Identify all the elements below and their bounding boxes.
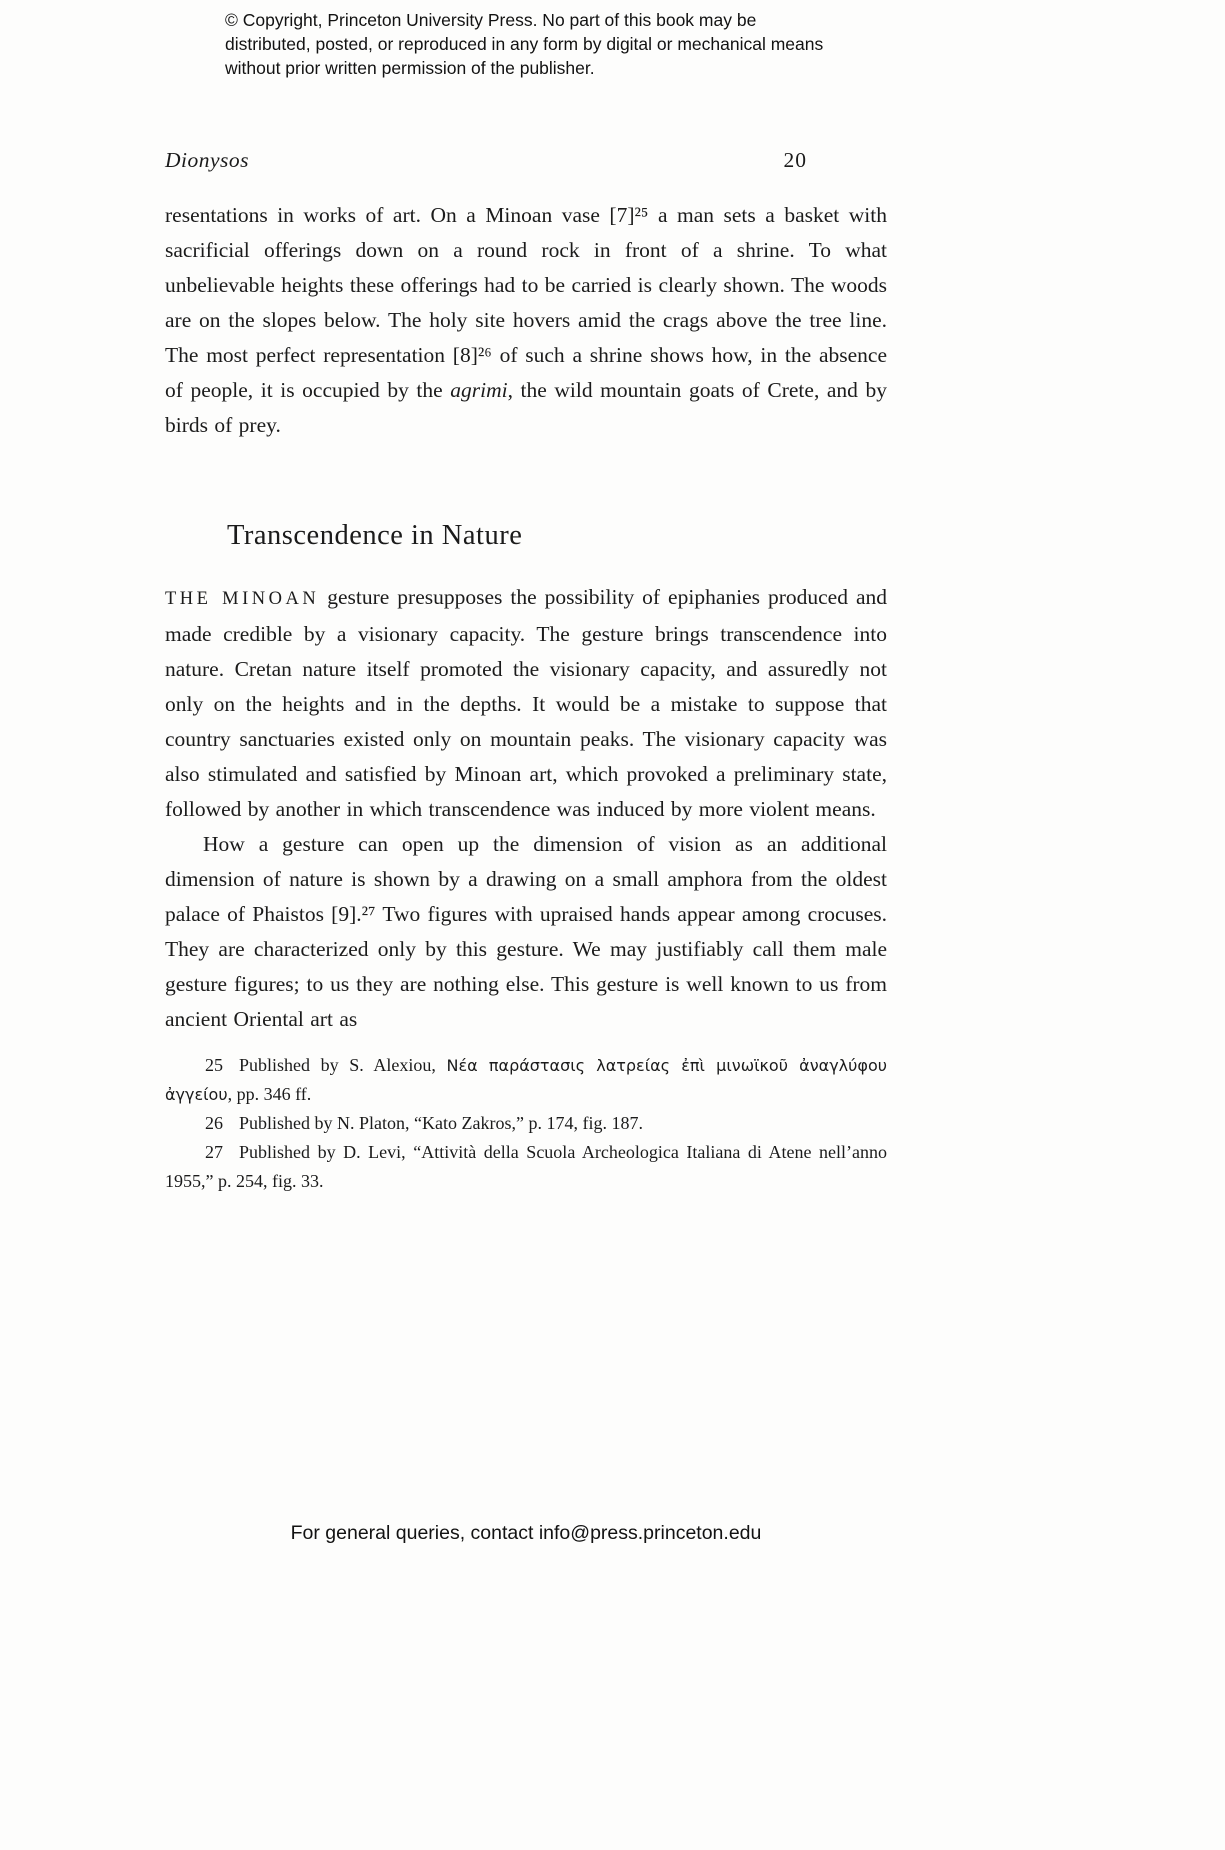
footer-query-line: For general queries, contact info@press.princeton.edu [290, 1522, 762, 1544]
footnote-26 [165, 1109, 887, 1138]
footnote-25-text-end: , pp. 346 ff. [227, 1084, 312, 1104]
running-header-title: Dionysos [165, 148, 250, 172]
paragraph-2 [165, 580, 887, 827]
paragraph-3: How a gesture can open up the dimension of vision as an additional dimension of nature is shown by a drawing on a small amphora from the oldest palace of Phaistos [9].²⁷ Two figures with upraised hands appear among crocuses. They are characterized only by this gesture. We may justifiably call them male gesture figures; to us they are nothing else. This gesture is well known to us from ancient Oriental art as [165, 832, 887, 1031]
text-column [165, 148, 887, 1196]
section-heading: Transcendence in Nature [227, 520, 523, 551]
footnote-27-number: 27 [205, 1142, 223, 1162]
footnote-25 [165, 1051, 887, 1109]
footnote-26-number: 26 [205, 1113, 223, 1133]
page-number: 20 [783, 148, 807, 172]
footnote-27 [165, 1138, 887, 1196]
footnote-26-text: Published by N. Platon, “Kato Zakros,” p. 174, fig. 187. [239, 1113, 643, 1133]
paragraph-2-text: gesture presupposes the possibility of epiphanies produced and made credible by a visionary capacity. The gesture brings transcendence into nature. Cretan nature itself promoted the visionary capacity, and assuredly not only on the heights and in the depths. It would be a mistake to suppose that country sanctuaries existed only on mountain peaks. The visionary capacity was also stimulated and satisfied by Minoan art, which provoked a preliminary state, followed by another in which transcendence was induced by more violent means. [165, 585, 887, 821]
paragraph-1-text-start: resentations in works of art. On a Minoan vase [7]²⁵ a man sets a basket with sacrificial offerings down on a round rock in front of a shrine. To what unbelievable heights these offerings had to be carried is clearly shown. The woods are on the slopes below. The holy site hovers amid the crags above the tree line. The most perfect representation [8]²⁶ of such a shrine shows how, in the absence of people, it is occupied by the [165, 203, 887, 402]
footnote-25-text-start: Published by S. Alexiou, [239, 1055, 447, 1075]
copyright-notice: © Copyright, Princeton University Press. No part of this book may be distributed, posted, or reproduced in any form by digital or mechanical means without prior written permission of the publisher. [225, 10, 824, 78]
smallcaps-lead: THE MINOAN [165, 589, 320, 609]
footnote-27-text: Published by D. Levi, “Attività della Scuola Archeologica Italiana di Atene nell’anno 1955,” p. 254, fig. 33. [165, 1142, 887, 1191]
italic-term-agrimi: agrimi [450, 378, 508, 402]
running-header [165, 148, 887, 178]
footnote-25-number: 25 [205, 1055, 223, 1075]
paragraph-1 [165, 198, 887, 443]
paragraph-1-text-end: , the wild mountain goats of Crete, and by birds of prey. [165, 378, 887, 437]
footnotes-block [165, 1051, 887, 1196]
footnote-25-greek-citation: Νέα παράστασις λατρείας ἐπὶ μινωϊκοῦ ἀναγλύφου ἀγγείου [165, 1056, 888, 1104]
